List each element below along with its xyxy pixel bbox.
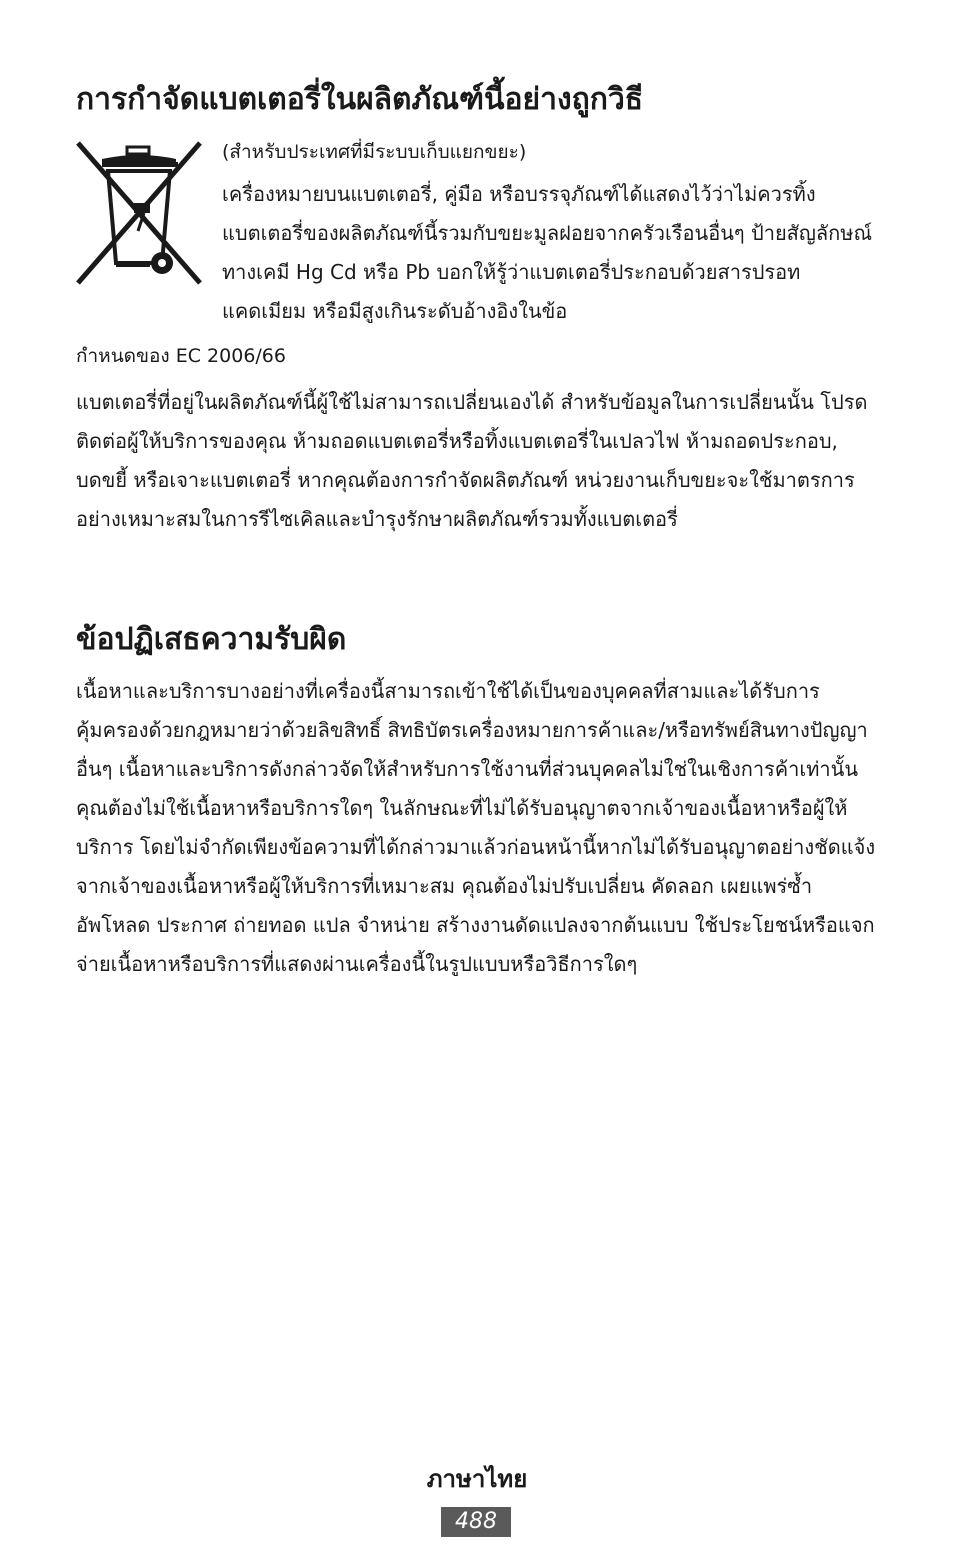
footer-language-label: ภาษาไทย bbox=[426, 1465, 528, 1493]
disclaimer-heading: ข้อปฏิเสธความรับผิด bbox=[76, 622, 347, 657]
disclaimer-paragraph: เนื้อหาและบริการบางอย่างที่เครื่องนี้สามารถเข้าใช้ได้เป็นของบุคคลที่สามและได้รับการคุ้มครองด้วยกฎหมายว่าด้วยลิขสิทธิ์ สิทธิบัตรเครื่องหมายการค้าและ/หรือทรัพย์สินทางปัญญาอื่นๆ เนื้อหาและบริการดังกล่าวจัดให้สำหรับการใช้งานที่ส่วนบุคคลไม่ใช่ในเชิงการค้าเท่านั้น คุณต้องไม่ใช้เนื้อหาหรือบริการใดๆ ในลักษณะที่ไม่ได้รับอนุญาตจากเจ้าของเนื้อหาหรือผู้ให้บริการ โดยไม่จำกัดเพียงข้อความที่ได้กล่าวมาแล้วก่อนหน้านี้หากไม่ได้รับอนุญาตอย่างชัดแจ้งจากเจ้าของเนื้อหาหรือผู้ให้บริการที่เหมาะสม คุณต้องไม่ปรับเปลี่ยน คัดลอก เผยแพร่ซ้ำ อัพโหลด ประกาศ ถ่ายทอด แปล จำหน่าย สร้างงานดัดแปลงจากต้นแบบ ใช้ประโยชน์หรือแจกจ่ายเนื้อหาหรือบริการที่แสดงผ่านเครื่องนี้ในรูปแบบหรือวิธีการใดๆ bbox=[76, 679, 876, 976]
recycle-text: เครื่องหมายบนแบตเตอรี่, คู่มือ หรือบรรจุภัณฑ์ได้แสดงไว้ว่าไม่ควรทิ้งแบตเตอรี่ของผลิตภัณฑ์นี้รวมกับขยะมูลฝอยจากครัวเรือนอื่นๆ ป้ายสัญลักษณ์ทางเคมี Hg Cd หรือ Pb บอกให้รู้ว่าแบตเตอรี่ประกอบด้วยสารปรอท แคดเมียม หรือมีสูงเกินระดับอ้างอิงในข้อ bbox=[222, 182, 873, 323]
battery-paragraph: แบตเตอรี่ที่อยู่ในผลิตภัณฑ์นี้ผู้ใช้ไม่สามารถเปลี่ยนเองได้ สำหรับข้อมูลในการเปลี่ยนนั้น โปรดติดต่อผู้ให้บริการของคุณ ห้ามถอดแบตเตอรี่หรือทิ้งแบตเตอรี่ในเปลวไฟ ห้ามถอดประกอบ, บดขยี้ หรือเจาะแบตเตอรี่ หากคุณต้องการกำจัดผลิตภัณฑ์ หน่วยงานเก็บขยะจะใช้มาตรการอย่างเหมาะสมในการรีไซเคิลและบำรุงรักษาผลิตภัณฑ์รวมทั้งแบตเตอรี่ bbox=[76, 390, 868, 531]
recycle-text-tail: กำหนดของ EC 2006/66 bbox=[76, 345, 286, 367]
recycle-info bbox=[222, 137, 892, 331]
crossed-bin-icon bbox=[72, 135, 207, 290]
page-number-badge: 488 bbox=[441, 1507, 511, 1537]
recycle-note: (สำหรับประเทศที่มีระบบเก็บแยกขยะ) bbox=[222, 141, 527, 163]
battery-disposal-heading: การกำจัดแบตเตอรี่ในผลิตภัณฑ์นี้อย่างถูกวิธี bbox=[76, 82, 644, 117]
